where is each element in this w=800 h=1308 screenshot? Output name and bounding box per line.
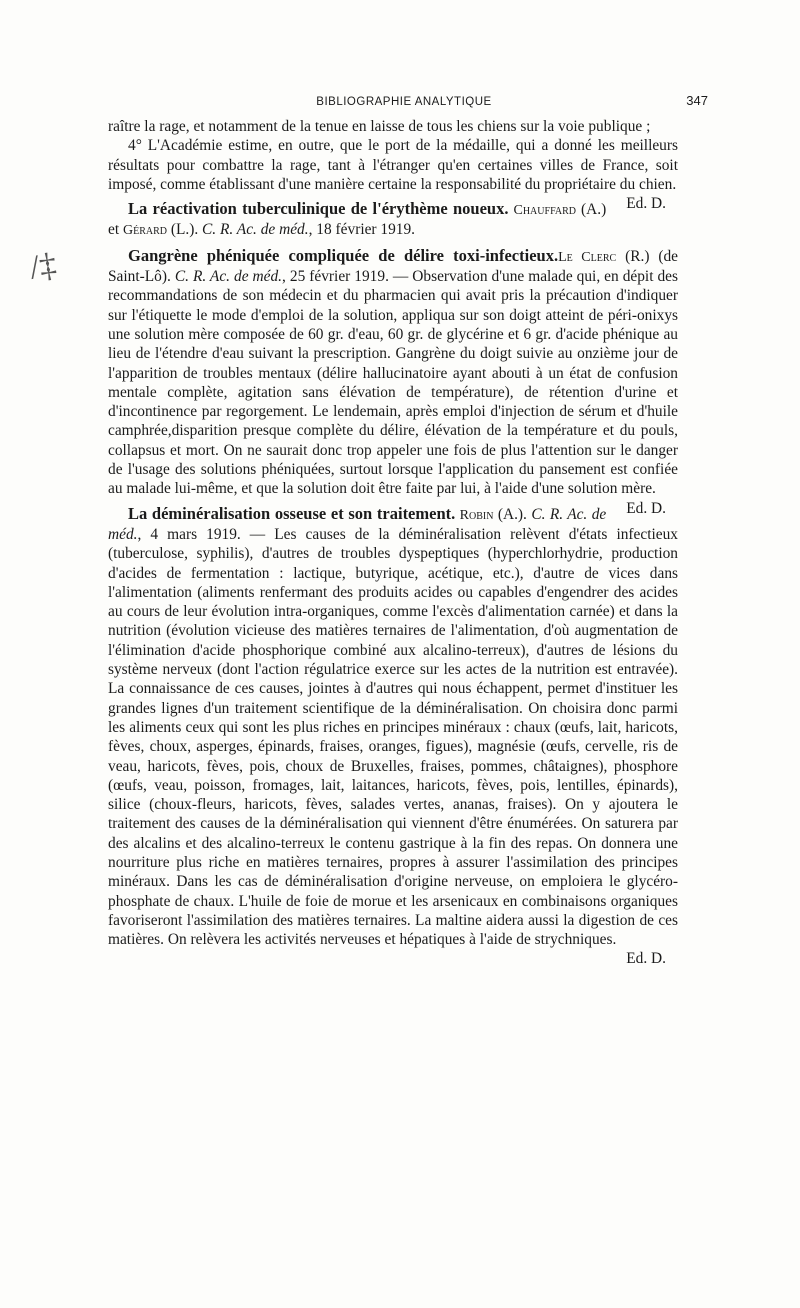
signature: Ed. D. [626,195,666,213]
journal-name: C. R. Ac. de méd. [108,505,607,543]
entry-title: La déminéralisation osseuse et son traitement. [128,503,456,523]
author-initials: (A.) et [108,201,607,239]
entry-abstract: , 4 mars 1919. — Les causes de la déminéralisation relèvent d'états infectieux (tuberculose, syphilis), d'autres de troubles dyspeptiques (hyperchlorhydrie, production d'acides de fermentation : lactique, butyrique, acétique, etc.), d'autre de vices dans l'alimentation (aliments renfermant des produits acides ou capables d'engendrer des acides au cours de leur évolution intra-organiques, comme l'excès d'alimentation carnée) et dans la nutrition (évolution vicieuse des matières ternaires de l'alimentation, d'où augmentation de l'élimination d'acide phosphorique combiné aux alcalino-terreux), d'autres de lésions du système nerveux (dont l'action régulatrice exerce sur les actes de la nutrition est entravée). La connaissance de ces causes, jointes à d'autres qui nous échappent, permet d'instituer les grandes lignes d'un traitement scientifique de la déminéralisation. On choisira donc parmi les aliments ceux qui sont les plus riches en principes minéraux : chaux (œufs, lait, haricots, fèves, choux, asperges, épinards, fraises, oranges, figues), magnésie (œufs, cervelle, ris de veau, haricots, fèves, pois, choux de Bruxelles, fraises, pommes, châtaignes), phosphore (œufs, veau, poisson, fromages, lait, laitances, haricots, fèves, pois, lentilles, épinards), silice (choux-fleurs, haricots, fèves, salades vertes, ananas, fraises). On y ajoutera le traitement des causes de la déminéralisation qui viennent d'être énumérées. On saturera par des alcalins et des alcalino-terreux le contenu gastrique à la fin des repas. On donnera une nourriture plus riche en matières ternaires, propres à assurer l'assimilation des principes minéraux. Dans les cas de déminéralisation d'origine nerveuse, on emploiera le glycéro-phosphate de chaux. L'huile de foie de morue et les arsenicaux en combinaisons organiques favoriseront l'assimilation des matières ternaires. La maltine aidera aussi la digestion de ces matières. On relèvera les activités nerveuses et hépatiques à l'aide de strychniques. [108,525,678,949]
author-initials: (L.). [166,221,203,239]
journal-name: C. R. Ac. de méd. [174,268,283,286]
paragraph-intro-2-text: 4° L'Académie estime, en outre, que le port de la médaille, qui a donné les meilleurs résultats pour combattre la rage, tant à l'étranger qu'en certaines villes de France, soit imposé, comme établissant d'une manière certaine la responsabilité du propriétaire du chien. [108,137,678,193]
margin-annotation: /‡ [27,246,59,287]
author-initials: (A.). [493,505,532,523]
journal-name: C. R. Ac. de méd. [202,221,309,239]
running-header [108,93,708,113]
signature: Ed. D. [626,499,666,517]
author-name: Le Clerc [558,249,617,265]
author-initials: (R.) (de Saint-Lô). [108,247,678,286]
header-title: BIBLIOGRAPHIE ANALYTIQUE [316,96,492,108]
author-name: Robin [459,507,494,523]
paragraph-intro-1: raître la rage, et notamment de la tenue en laisse de tous les chiens sur la voie publique ; [108,118,651,135]
author-name: Chauffard [513,203,576,219]
signature: Ed. D. [626,950,666,968]
citation-date: , 18 février 1919. [308,221,416,239]
entry-abstract: , 25 février 1919. — Observation d'une malade qui, en dépit des recommandations de son médecin et du pharmacien qui avait pris la précaution d'indiquer sur l'étiquette le mode d'emploi de la solution, appliqua sur son doigt atteint de péri-onixys une solution mère composée de 60 gr. d'eau, 60 gr. de glycérine et 6 gr. d'acide phénique au lieu de l'étendre d'eau suivant la prescription. Gangrène du doigt suivie au onzième jour de l'apparition de troubles mentaux (délire hallucinatoire ayant abouti à un état de confusion mentale complète, agitation sans élévation de température), de rétention d'urine et d'incontinence par regorgement. Le lendemain, après emploi d'injection de sérum et d'huile camphrée,disparition presque complète du délire, élévation de la température et du pouls, collapsus et mort. On ne saurait donc trop appeler une fois de plus l'attention sur le danger de l'usage des solutions phéniquées, surtout lorsque l'application du pansement est confiée au malade lui-même, et que la solution doit être faite par lui, à l'aide d'une solution mère. [108,268,678,498]
page-number: 347 [686,93,708,108]
entry-title: La réactivation tuberculinique de l'érythème noueux. [128,199,509,219]
entry-title: Gangrène phéniquée compliquée de délire toxi-infectieux. [128,245,559,265]
entry-erytheme [108,199,678,241]
author-name: Gérard [122,223,167,239]
body-text [108,117,678,969]
entry-demineralisation [108,503,678,968]
